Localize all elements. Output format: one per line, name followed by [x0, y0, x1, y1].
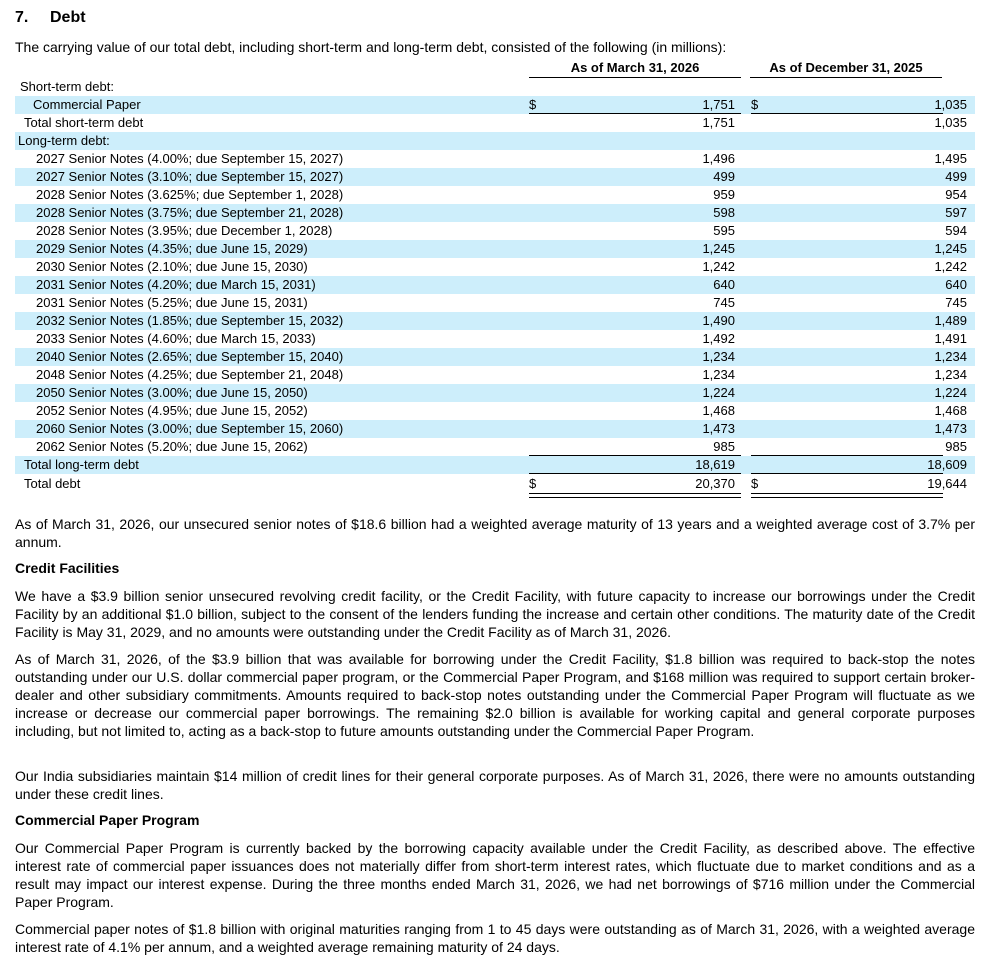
credit-facilities-heading: Credit Facilities	[15, 560, 120, 576]
value-march-2026: 1,492	[702, 331, 735, 346]
row-label: 2028 Senior Notes (3.75%; due September 21, 2028)	[36, 205, 344, 220]
value-december-2025: 1,489	[934, 313, 967, 328]
table-row-total-long-term	[15, 456, 975, 474]
value-march-2026: 1,490	[702, 313, 735, 328]
value-march-2026: 959	[713, 187, 735, 202]
row-label: 2033 Senior Notes (4.60%; due March 15, 2033)	[36, 331, 316, 346]
row-label: 2032 Senior Notes (1.85%; due September 15, 2032)	[36, 313, 344, 328]
value-december-2025: 1,224	[934, 385, 967, 400]
table-row	[15, 312, 975, 330]
value-december-2025: 1,035	[934, 115, 967, 130]
row-label: Commercial Paper	[33, 97, 141, 112]
value-december-2025: 594	[945, 223, 967, 238]
value-december-2025: 985	[945, 439, 967, 454]
table-row	[15, 240, 975, 258]
value-december-2025: 1,491	[934, 331, 967, 346]
table-row	[15, 420, 975, 438]
table-row	[15, 186, 975, 204]
row-label: 2028 Senior Notes (3.95%; due December 1, 2028)	[36, 223, 333, 238]
table-row-total-short-term	[15, 114, 975, 132]
section-number: 7.	[15, 9, 29, 26]
paragraph-credit-facility: We have a $3.9 billion senior unsecured revolving credit facility, or the Credit Facility, with future capacity to increase our borrowings under the Credit Facility by an additional $1.0 billion, subject to the consent of the lenders funding the increase and certain other conditions. The maturity date of the Credit Facility is May 31, 2029, and no amounts were outstanding under the Credit Facility as of March 31, 2026.	[15, 588, 975, 640]
row-label: 2027 Senior Notes (3.10%; due September 15, 2027)	[36, 169, 344, 184]
value-march-2026: 1,234	[702, 349, 735, 364]
paragraph-senior-notes: As of March 31, 2026, our unsecured senior notes of $18.6 billion had a weighted average maturity of 13 years and a weighted average cost of 3.7% per annum.	[15, 516, 975, 550]
row-label: 2031 Senior Notes (5.25%; due June 15, 2031)	[36, 295, 308, 310]
row-label: Short-term debt:	[20, 79, 114, 94]
dollar-sign: $	[529, 97, 537, 112]
value-march-2026: 1,468	[702, 403, 735, 418]
value-march-2026: 1,496	[702, 151, 735, 166]
value-march-2026: 20,370	[695, 476, 735, 491]
value-december-2025: 1,242	[934, 259, 967, 274]
row-label: Long-term debt:	[18, 133, 110, 148]
value-march-2026: 745	[713, 295, 735, 310]
value-december-2025: 640	[945, 277, 967, 292]
value-march-2026: 1,473	[702, 421, 735, 436]
value-march-2026: 1,234	[702, 367, 735, 382]
row-label: 2029 Senior Notes (4.35%; due June 15, 2029)	[36, 241, 308, 256]
paragraph-india-credit-lines: Our India subsidiaries maintain $14 million of credit lines for their general corporate purposes. As of March 31, 2026, there were no amounts outstanding under these credit lines.	[15, 768, 975, 802]
column-header-december-2025: As of December 31, 2025	[750, 60, 942, 78]
dollar-sign: $	[751, 476, 759, 491]
table-row	[15, 366, 975, 384]
value-march-2026: 18,619	[695, 457, 735, 472]
value-march-2026: 1,245	[702, 241, 735, 256]
table-row-total-debt	[15, 474, 975, 494]
debt-intro: The carrying value of our total debt, including short-term and long-term debt, consisted of the following (in millions):	[15, 39, 727, 55]
paragraph-commercial-paper: Our Commercial Paper Program is currently backed by the borrowing capacity available under the Credit Facility, as described above. The effective interest rate of commercial paper issuances does not materially differ from short-term interest rates, which fluctuate due to market conditions and as a result may impact our interest expense. During the three months ended March 31, 2026, we had net borrowings of $716 million under the Commercial Paper Program.	[15, 840, 975, 910]
value-december-2025: 1,234	[934, 367, 967, 382]
row-label: 2060 Senior Notes (3.00%; due September 15, 2060)	[36, 421, 344, 436]
total-double-rule	[529, 493, 741, 498]
table-row-short-term-heading	[15, 78, 975, 96]
paragraph-backstop: As of March 31, 2026, of the $3.9 billion that was available for borrowing under the Credit Facility, $1.8 billion was required to back-stop the notes outstanding under our U.S. dollar commercial paper program, or the Commercial Paper Program, and $168 million was required to support certain broker-dealer and other subsidiary commitments. Amounts required to back-stop notes outstanding under the Commercial Paper Program will fluctuate as we increase or decrease our commercial paper borrowings. The remaining $2.0 billion is available for working capital and general corporate purposes including, but not limited to, acting as a back-stop to future amounts outstanding under the Commercial Paper Program.	[15, 651, 975, 739]
value-december-2025: 18,609	[927, 457, 967, 472]
table-row	[15, 150, 975, 168]
total-double-rule	[751, 493, 943, 498]
row-label: Total debt	[24, 476, 81, 491]
value-march-2026: 1,751	[702, 115, 735, 130]
row-label: 2031 Senior Notes (4.20%; due March 15, 2031)	[36, 277, 316, 292]
value-december-2025: 954	[945, 187, 967, 202]
table-row	[15, 222, 975, 240]
table-row	[15, 348, 975, 366]
value-december-2025: 19,644	[927, 476, 967, 491]
value-march-2026: 1,242	[702, 259, 735, 274]
value-march-2026: 598	[713, 205, 735, 220]
dollar-sign: $	[529, 476, 537, 491]
value-december-2025: 1,473	[934, 421, 967, 436]
value-december-2025: 1,245	[934, 241, 967, 256]
row-label: 2048 Senior Notes (4.25%; due September 21, 2048)	[36, 367, 344, 382]
row-label: 2030 Senior Notes (2.10%; due June 15, 2030)	[36, 259, 308, 274]
table-row	[15, 294, 975, 312]
table-row-long-term-heading	[15, 132, 975, 150]
value-march-2026: 1,224	[702, 385, 735, 400]
row-label: 2027 Senior Notes (4.00%; due September 15, 2027)	[36, 151, 344, 166]
value-march-2026: 640	[713, 277, 735, 292]
commercial-paper-heading: Commercial Paper Program	[15, 812, 200, 828]
table-row	[15, 330, 975, 348]
value-december-2025: 1,495	[934, 151, 967, 166]
value-march-2026: 499	[713, 169, 735, 184]
row-label: Total long-term debt	[24, 457, 139, 472]
value-december-2025: 1,234	[934, 349, 967, 364]
row-label: 2062 Senior Notes (5.20%; due June 15, 2062)	[36, 439, 308, 454]
table-row	[15, 168, 975, 186]
section-title: Debt	[50, 9, 86, 26]
row-label: 2052 Senior Notes (4.95%; due June 15, 2052)	[36, 403, 308, 418]
dollar-sign: $	[751, 97, 759, 112]
table-row	[15, 204, 975, 222]
row-label: 2040 Senior Notes (2.65%; due September 15, 2040)	[36, 349, 344, 364]
value-march-2026: 985	[713, 439, 735, 454]
table-row	[15, 276, 975, 294]
section-heading	[15, 9, 86, 27]
table-row	[15, 384, 975, 402]
value-december-2025: 597	[945, 205, 967, 220]
column-header-march-2026: As of March 31, 2026	[529, 60, 741, 78]
value-december-2025: 1,468	[934, 403, 967, 418]
table-row	[15, 402, 975, 420]
table-row	[15, 258, 975, 276]
row-label: 2028 Senior Notes (3.625%; due September 1, 2028)	[36, 187, 344, 202]
value-december-2025: 1,035	[934, 97, 967, 112]
paragraph-commercial-paper-notes: Commercial paper notes of $1.8 billion with original maturities ranging from 1 to 45 days were outstanding as of March 31, 2026, with a weighted average interest rate of 4.1% per annum, and a weighted average remaining maturity of 24 days.	[15, 921, 975, 955]
debt-table	[15, 78, 975, 494]
row-label: Total short-term debt	[24, 115, 144, 130]
value-march-2026: 1,751	[702, 97, 735, 112]
value-december-2025: 745	[945, 295, 967, 310]
table-row-commercial-paper	[15, 96, 975, 114]
value-march-2026: 595	[713, 223, 735, 238]
row-label: 2050 Senior Notes (3.00%; due June 15, 2050)	[36, 385, 308, 400]
value-december-2025: 499	[945, 169, 967, 184]
table-row	[15, 438, 975, 456]
